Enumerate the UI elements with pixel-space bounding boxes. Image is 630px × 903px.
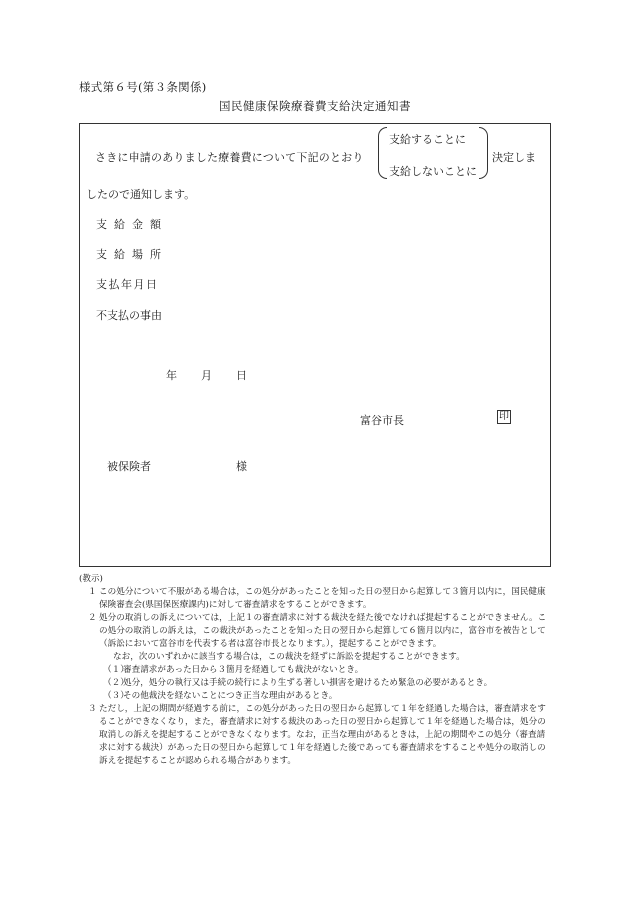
intro-text-before: さきに申請のありました療養費について下記のとおり bbox=[95, 151, 364, 164]
note-text: 処分，処分の執行又は手続の続行により生ずる著しい損害を避けるため緊急の必要があるとき。 bbox=[123, 678, 493, 688]
right-bracket bbox=[479, 127, 488, 179]
note-number: （１） bbox=[103, 665, 129, 675]
date-year: 年 bbox=[166, 369, 177, 382]
note-number: （３） bbox=[103, 691, 129, 701]
field-payment-place: 支給場所 bbox=[96, 248, 168, 261]
seal-mark: 印 bbox=[499, 411, 509, 422]
note-text: この処分について不服がある場合は，この処分があったことを知った日の翌日から起算して３箇月以内に，国民健康保険審査会(県国保医療課内)に対して審査請求をすることができます。 bbox=[99, 587, 546, 610]
note-text: 処分の取消しの訴えについては，上記１の審査請求に対する裁決を経た後でなければ提起することができません。この処分の取消しの訴えは，この裁決があったことを知った日の翌日から起算して６箇月以内に，富谷市を被告として（訴訟において富谷市を代表する者は富谷市長となります。），提起することができます。 bbox=[99, 613, 547, 649]
note-item-2-supplement: なお，次のいずれかに該当する場合は，この裁決を経ずに訴訟を提起することができます。 bbox=[113, 652, 465, 662]
date-day: 日 bbox=[236, 369, 247, 382]
choice-not-pay: 支給しないことに bbox=[389, 165, 477, 178]
field-payment-date: 支払年月日 bbox=[96, 278, 159, 291]
intro-text-after: 決定しま bbox=[492, 151, 536, 164]
honorific-suffix: 様 bbox=[236, 460, 247, 473]
issuer-name: 富谷市長 bbox=[360, 414, 404, 427]
document-title: 国民健康保険療養費支給決定通知書 bbox=[219, 99, 411, 113]
choice-pay: 支給することに bbox=[389, 133, 466, 146]
intro-text-continuation: したので通知します。 bbox=[86, 188, 196, 201]
note-text: その他裁決を経ないことにつき正当な理由があるとき。 bbox=[123, 691, 338, 701]
left-bracket bbox=[378, 127, 387, 179]
field-nonpayment-reason: 不支払の事由 bbox=[96, 309, 162, 322]
note-number: ２ bbox=[88, 613, 97, 623]
note-number: （２） bbox=[103, 678, 129, 688]
field-payment-amount: 支給金額 bbox=[96, 218, 168, 231]
note-subitem-3 bbox=[79, 690, 551, 703]
notes-heading: (教示) bbox=[79, 574, 103, 584]
note-text: 審査請求があった日から３箇月を経過しても裁決がないとき。 bbox=[123, 665, 364, 675]
note-item-3 bbox=[79, 703, 551, 768]
appeal-instructions bbox=[79, 573, 551, 768]
note-text: ただし，上記の期間が経過する前に，この処分があった日の翌日から起算して１年を経過した場合は，審査請求をすることができなくなり，また，審査請求に対する裁決のあった日の翌日から起算して１年を経過した場合は，処分の取消しの訴えを提起することができなくなります。なお，正当な理由があるときは，上記の期間やこの処分（審査請求に対する裁決）があった日の翌日から起算して１年を経過した後であっても審査請求をすることや処分の取消しの訴えを提起することが認められる場合があります。 bbox=[99, 704, 546, 766]
note-subitem-2 bbox=[79, 677, 551, 690]
note-number: ３ bbox=[88, 704, 97, 714]
note-subitem-1 bbox=[79, 664, 551, 677]
date-month: 月 bbox=[201, 369, 212, 382]
note-number: １ bbox=[88, 587, 97, 597]
note-item-2 bbox=[79, 612, 551, 651]
insured-person-label: 被保険者 bbox=[107, 460, 151, 473]
form-number: 様式第６号(第３条関係) bbox=[79, 80, 207, 94]
note-item-1 bbox=[79, 586, 551, 612]
